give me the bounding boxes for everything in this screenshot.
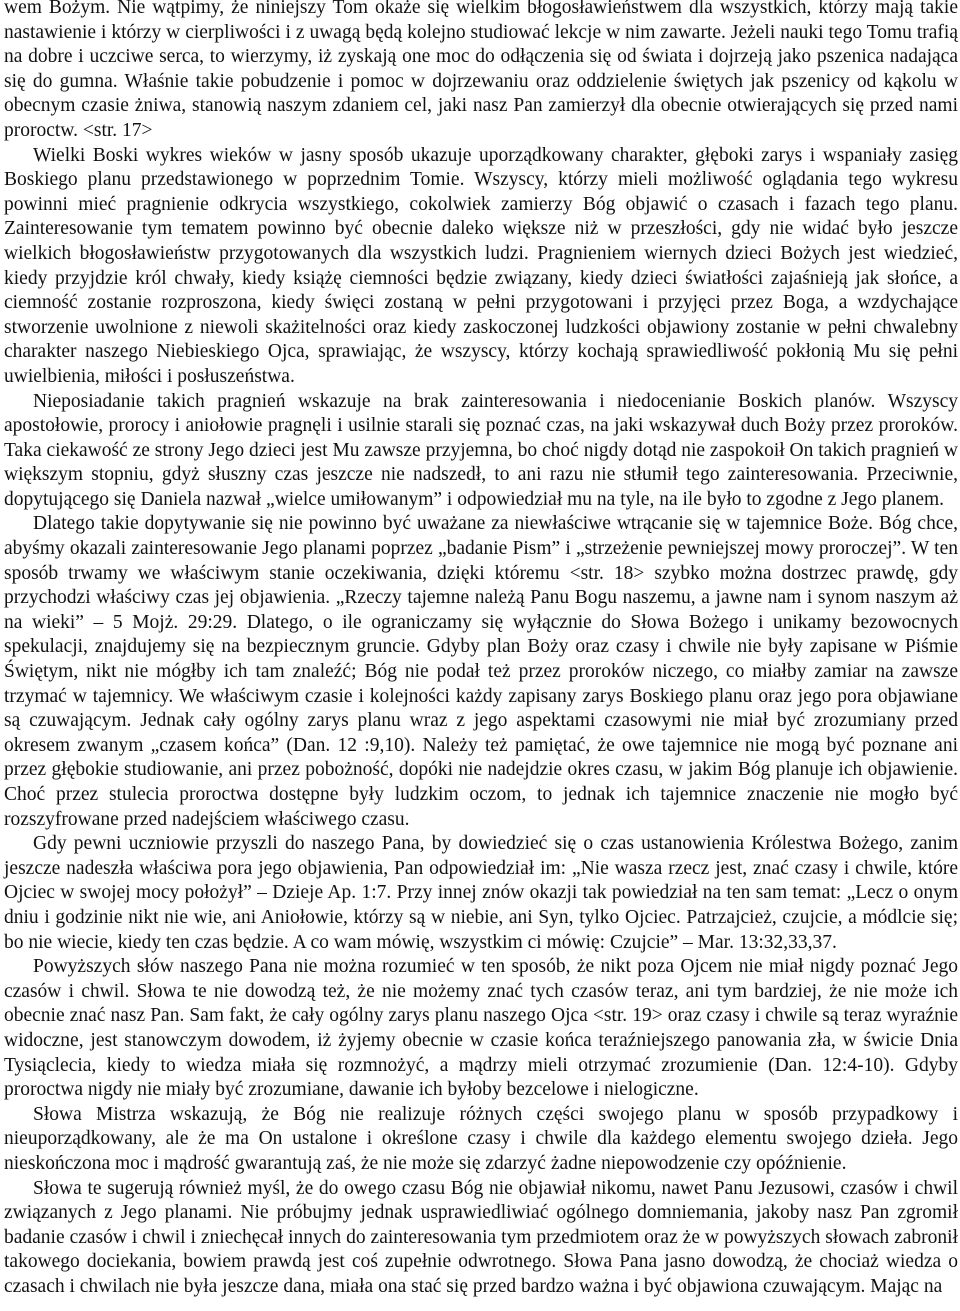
paragraph: Nieposiadanie takich pragnień wskazuje na brak zainteresowania i niedocenianie Boskich planów. Wszyscy apostołowie, prorocy i aniołowie pragnęli i usilnie starali się poznać czas, na jaki wskazywał duch Boży przez proroków. Taka ciekawość ze strony Jego dzieci jest Mu zawsze przyjemna, bo choć nigdy dotąd nie zaspokoił On takich pragnień w większym stopniu, gdyż słuszny czas jeszcze nie nadszedł, to ani razu nie stłumił tego zainteresowania. Przeciwnie, dopytującego się Daniela nazwał „wielce umiłowanym” i odpowiedział mu na tyle, na ile było to zgodne z Jego planem. (4, 390, 958, 510)
paragraph: Dlatego takie dopytywanie się nie powinno być uważane za niewłaściwe wtrącanie się w tajemnice Boże. Bóg chce, abyśmy okazali zainteresowanie Jego planami poprzez „badanie Pism” i „strzeżenie pewniejszej mowy proroczej”. W ten sposób trwamy we właściwym stanie oczekiwania, dzięki któremu <str. 18> szybko można dostrzec prawdę, gdy przychodzi właściwy czas jej objawienia. „Rzeczy tajemne należą Panu Bogu naszemu, a jawne nam i synom naszym aż na wieki” – 5 Mojż. 29:29. Dlatego, o ile ograniczamy się wyłącznie do Słowa Bożego i unikamy bezowocnych spekulacji, znajdujemy się na bezpiecznym gruncie. Gdyby plan Boży oraz czasy i chwile nie były zapisane w Piśmie Świętym, nikt nie mógłby ich tam znaleźć; Bóg nie podał też przez proroków niczego, co miałby zamiar na zawsze trzymać w tajemnicy. We właściwym czasie i kolejności każdy zapisany zarys Boskiego planu oraz jego pora objawiane są czuwającym. Jednak cały ogólny zarys planu wraz z jego aspektami czasowymi nie miał być zrozumiany przed okresem zwanym „czasem końca” (Dan. 12 :9,10). Należy też pamiętać, że owe tajemnice nie mogą być poznane ani przez głębokie studiowanie, ani przez pobożność, dopóki nie nadejdzie okres czasu, w jakim Bóg planuje ich objawienie. Choć przez stulecia proroctwa dostępne były ludzkim oczom, to jednak ich tajemnice znaczenie nie mogło być rozszyfrowane przed nadejściem właściwego czasu. (4, 513, 958, 830)
paragraph: Powyższych słów naszego Pana nie można rozumieć w ten sposób, że nikt poza Ojcem nie miał nigdy poznać Jego czasów i chwil. Słowa te nie dowodzą też, że nie możemy znać tych czasów teraz, ani tym bardziej, że nie może ich obecnie znać nasz Pan. Sam fakt, że cały ogólny zarys planu naszego Ojca <str. 19> oraz czasy i chwile są teraz wyraźnie widoczne, jest stanowczym dowodem, iż żyjemy obecnie w czasie końca teraźniejszego panowania zła, w świcie Dnia Tysiąclecia, kiedy to wiedza miała się rozmnożyć, a mądrzy mieli otrzymać zrozumienie (Dan. 12:4-10). Gdyby proroctwa nigdy nie miały być zrozumiane, dawanie ich byłoby bezcelowe i nielogiczne. (4, 956, 958, 1101)
paragraph: Gdy pewni uczniowie przyszli do naszego Pana, by dowiedzieć się o czas ustanowienia Królestwa Bożego, zanim jeszcze nadeszła właściwa pora jego objawienia, Pan odpowiedział im: „Nie wasza rzecz jest, znać czasy i chwile, które Ojciec w swojej mocy położył” – Dzieje Ap. 1:7. Przy innej znów okazji tak powiedział na ten sam temat: „Lecz o onym dniu i godzinie nikt nie wie, ani Aniołowie, którzy są w niebie, ani Syn, tylko Ojciec. Patrzajcież, czujcie, a módlcie się; bo nie wiecie, kiedy ten czas będzie. A co wam mówię, wszystkim ci mówię: Czujcie” – Mar. 13:32,33,37. (4, 833, 958, 953)
paragraph: Wielki Boski wykres wieków w jasny sposób ukazuje uporządkowany charakter, głęboki zarys i wspaniały zasięg Boskiego planu przedstawionego w poprzednim Tomie. Wszyscy, którzy mieli możliwość oglądania tego wykresu powinni mieć pragnienie odkrycia wszystkiego, cokolwiek zamierzy Bóg objawić o czasach i fazach tego planu. Zainteresowanie tym tematem powinno być obecnie daleko większe niż w przeszłości, gdy nie widać było jeszcze wielkich błogosławieństw przygotowanych dla wszystkich ludzi. Pragnieniem wiernych dzieci Bożych jest wiedzieć, kiedy przyjdzie król chwały, kiedy książę ciemności będzie związany, kiedy dzieci światłości zajaśnieją jak słońce, a ciemność zostanie rozproszona, kiedy święci zostaną w pełni przygotowani i przyjęci przez Boga, a wzdychające stworzenie uwolnione z niewoli skażitelności oraz kiedy zaskoczonej ludzkości objawiony zostanie w pełni chwalebny charakter naszego Niebieskiego Ojca, sprawiając, że wszyscy, którzy kochają sprawiedliwość pokłonią Mu się pełni uwielbienia, miłości i posłuszeństwa. (4, 144, 958, 387)
paragraph: Słowa Mistrza wskazują, że Bóg nie realizuje różnych części swojego planu w sposób przypadkowy i nieuporządkowany, ale że ma On ustalone i określone czasy i chwile dla każdego elementu swojego dzieła. Jego nieskończona moc i mądrość gwarantują zaś, że nie może się zdarzyć żadne niepowodzenie czy opóźnienie. (4, 1103, 958, 1174)
paragraph: Słowa te sugerują również myśl, że do owego czasu Bóg nie objawiał nikomu, nawet Panu Jezusowi, czasów i chwil związanych z Jego planami. Nie próbujmy jednak usprawiedliwiać ogólnego domniemania, jakoby nasz Pan zgromił badanie czasów i chwil i zniechęcał innych do zainteresowania tym przedmiotem oraz że w powyższych słowach zabronił takowego dociekania, bowiem prawdą jest coś zupełnie odwrotnego. Słowa Pana jasno dowodzą, że chociaż wiedza o czasach i chwilach nie była jeszcze dana, miała ona stać się przed bardzo ważna i być objawiona czuwającym. Mając na (4, 1177, 958, 1297)
document-page (4, 0, 958, 1299)
paragraph: wem Bożym. Nie wątpimy, że niniejszy Tom okaże się wielkim błogosławieństwem dla wszystkich, którzy mają takie nastawienie i którzy w cierpliwości i z uwagą będą kolejno studiować lekcje w nim zawarte. Jeżeli nauki tego Tomu trafią na dobre i uczciwe serca, to wierzymy, iż zyskają one moc do odłączenia się od świata i dojrzeją jako pszenica nadająca się do gumna. Właśnie takie pobudzenie i pomoc w dojrzewaniu oraz oddzielenie świętych jak pszenicy od kąkolu w obecnym czasie żniwa, stanowią naszym zdaniem cel, jaki nasz Pan zamierzył dla obecnie otwierających się przed nami proroctw. <str. 17> (4, 0, 958, 141)
